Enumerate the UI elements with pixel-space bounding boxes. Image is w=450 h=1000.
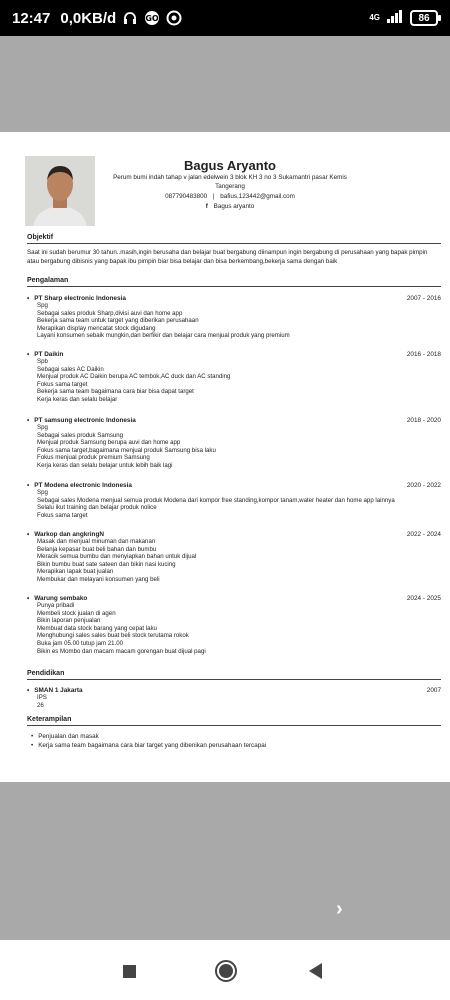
objective-section [27, 234, 441, 266]
job-line: Fokus sama target [37, 511, 88, 519]
job-line: Layani konsumen sebaik mungkin,dan berfikir dan belajar cara menjual produk yang premium [37, 332, 290, 340]
circle-icon [219, 964, 233, 978]
recent-apps-button[interactable] [123, 965, 136, 978]
job-line: Bikin laporan penjualan [37, 617, 101, 625]
job-years: 2020 - 2022 [406, 482, 441, 489]
job-line: Spg [37, 302, 48, 309]
job-line: Menjual produk AC Daikin berupa AC tembok,AC duck dan AC standing [37, 373, 231, 381]
job-title: • PT Daikin [27, 351, 63, 358]
job-years: 2018 - 2020 [406, 417, 441, 424]
job-line: Buka jam 05.00 tutup jam 21.00 [37, 639, 124, 647]
location-icon [166, 10, 182, 26]
job-line: Membuat data stock barang yang cepat laku [37, 624, 157, 632]
job-line: Bekerja sama team untuk target yang diberikan perusahaan [37, 317, 199, 325]
svg-text:GO: GO [145, 14, 159, 23]
job-line: Menjual produk Samsung berupa auvi dan home app [37, 439, 181, 447]
job-line: Sebagai sales Modena menjual semua produk Modena dari kompor free standing,kompor tanam,water heater dan home app lainnya [37, 496, 395, 504]
cv-phone: 087790483800 [165, 193, 208, 200]
job-line: Membeli stock jualan di agen [37, 609, 116, 617]
job-line: Kerja keras dan selalu belajar [37, 395, 118, 403]
signal-icon [386, 9, 404, 28]
home-button[interactable] [215, 960, 237, 982]
job-line: Meracik semua bumbu dan menyiapkan bahan untuk dijual [37, 553, 197, 561]
job-line: Punya pribadi [37, 602, 75, 609]
profile-photo [25, 156, 95, 226]
cv-email: bafius.123442@gmail.com [220, 193, 295, 200]
job-line: Merapikan lapak buat jualan [37, 568, 114, 576]
job-years: 2024 - 2025 [406, 595, 441, 602]
job-line: Spb [37, 358, 48, 365]
skill-item: • Kerja sama team bagaimana cara biar target yang dibenikan perusahaan tercapai [31, 741, 441, 750]
headphones-icon [122, 10, 138, 26]
job-years: 2016 - 2018 [406, 351, 441, 358]
job-line: Bikin bumbu buat sate sateen dan bikin nasi kucing [37, 560, 176, 568]
battery-indicator: 86 [410, 10, 438, 26]
education-section [27, 670, 441, 680]
objective-title: Objektif [27, 234, 441, 244]
education-title: Pendidikan [27, 670, 441, 680]
objective-text: Saat ini sudah berumur 30 tahun..masih,ingin berusaha dan belajar buat bergabung diinampun ingin bergabung di perusahaan yang bapak pimpin atau bergabung dibisnis yang bapak ibu pimpin biar bisa belajar dan bisa berkembang,bekerja sama dengan baik [27, 249, 428, 265]
education-line: 26 [37, 701, 44, 709]
job-line: Belanja kepasar buat beli bahan dan bumbu [37, 545, 157, 553]
back-button[interactable] [309, 963, 322, 979]
job-line: Sebagai sales AC Daikin [37, 365, 104, 373]
status-speed: 0,0KB/d [60, 9, 117, 27]
chevron-right-icon[interactable]: › [336, 898, 343, 920]
job-line: Sebagai sales produk Samsung [37, 431, 124, 439]
job-title: • PT Sharp electronic Indonesia [27, 295, 126, 302]
cv-contact [110, 193, 350, 200]
experience-title: Pengalaman [27, 277, 441, 287]
cv-page [0, 132, 450, 782]
job-title: • Warkop dan angkringN [27, 531, 104, 538]
cv-name: Bagus Aryanto [184, 158, 276, 173]
job-years: 2022 - 2024 [406, 531, 441, 538]
job-line: Spg [37, 489, 48, 496]
job-line: Kerja keras dan selalu belajar untuk lebih baik lagi [37, 461, 173, 469]
job-title: • PT samsung electronic Indonesia [27, 417, 136, 424]
skill-item: • Penjualan dan masak [31, 732, 441, 741]
job-line: Menghubungi sales sales buat beli stock terutama rokok [37, 632, 189, 640]
job-entry [27, 595, 441, 655]
contact-separator: | [212, 193, 215, 200]
experience-section [27, 277, 441, 287]
job-years: 2007 - 2016 [406, 295, 441, 302]
job-title: • Warung sembako [27, 595, 87, 602]
job-entry [27, 482, 441, 519]
job-entry [27, 531, 441, 584]
job-line: Fokus sama target [37, 380, 88, 388]
job-line: Masak dan menjual minuman dan makanan [37, 538, 156, 545]
job-line: Fokus sama target,bagaimana menjual produk Samsung bisa laku [37, 446, 216, 454]
school-name: • SMAN 1 Jakarta [27, 687, 83, 694]
school-year: 2007 [426, 687, 441, 694]
job-title: • PT Modena electronic Indonesia [27, 482, 132, 489]
job-line: Membukar dan melayani konsumen yang beli [37, 575, 160, 583]
job-line: Bikin es Mombo dan macam macam gorengan buat dijual pagi [37, 647, 206, 655]
job-entry [27, 295, 441, 340]
job-line: Spg [37, 424, 48, 431]
skills-title: Keterampilan [27, 716, 441, 726]
job-entry [27, 417, 441, 470]
skills-section [27, 716, 441, 750]
cv-facebook-name: Bagus aryanto [213, 203, 255, 210]
job-line: Bekerja sama team bagaimana cara biar bisa dapat target [37, 388, 194, 396]
status-bar [0, 0, 450, 36]
job-line: Fokus menjual produk premium Samsung [37, 454, 150, 462]
cv-address: Perum bumi indah tahap v jalan edelwein 3 blok KH 3 no 3 Sukamantri pasar Kemis Tangerang [113, 174, 347, 190]
facebook-icon: f [205, 203, 208, 210]
cv-facebook [110, 203, 350, 210]
job-entry [27, 351, 441, 404]
status-time: 12:47 [12, 9, 51, 27]
job-line: Selalu ikut training dan belajar produk nolice [37, 504, 157, 512]
network-type: 4G [369, 13, 380, 22]
game-icon [144, 10, 160, 26]
education-line: IPS [37, 694, 47, 701]
job-line: Merapikan display mencatat stock digudang [37, 324, 156, 332]
job-line: Sebagai sales produk Sharp,divisi auvi dan home app [37, 309, 183, 317]
education-entry [27, 687, 441, 709]
